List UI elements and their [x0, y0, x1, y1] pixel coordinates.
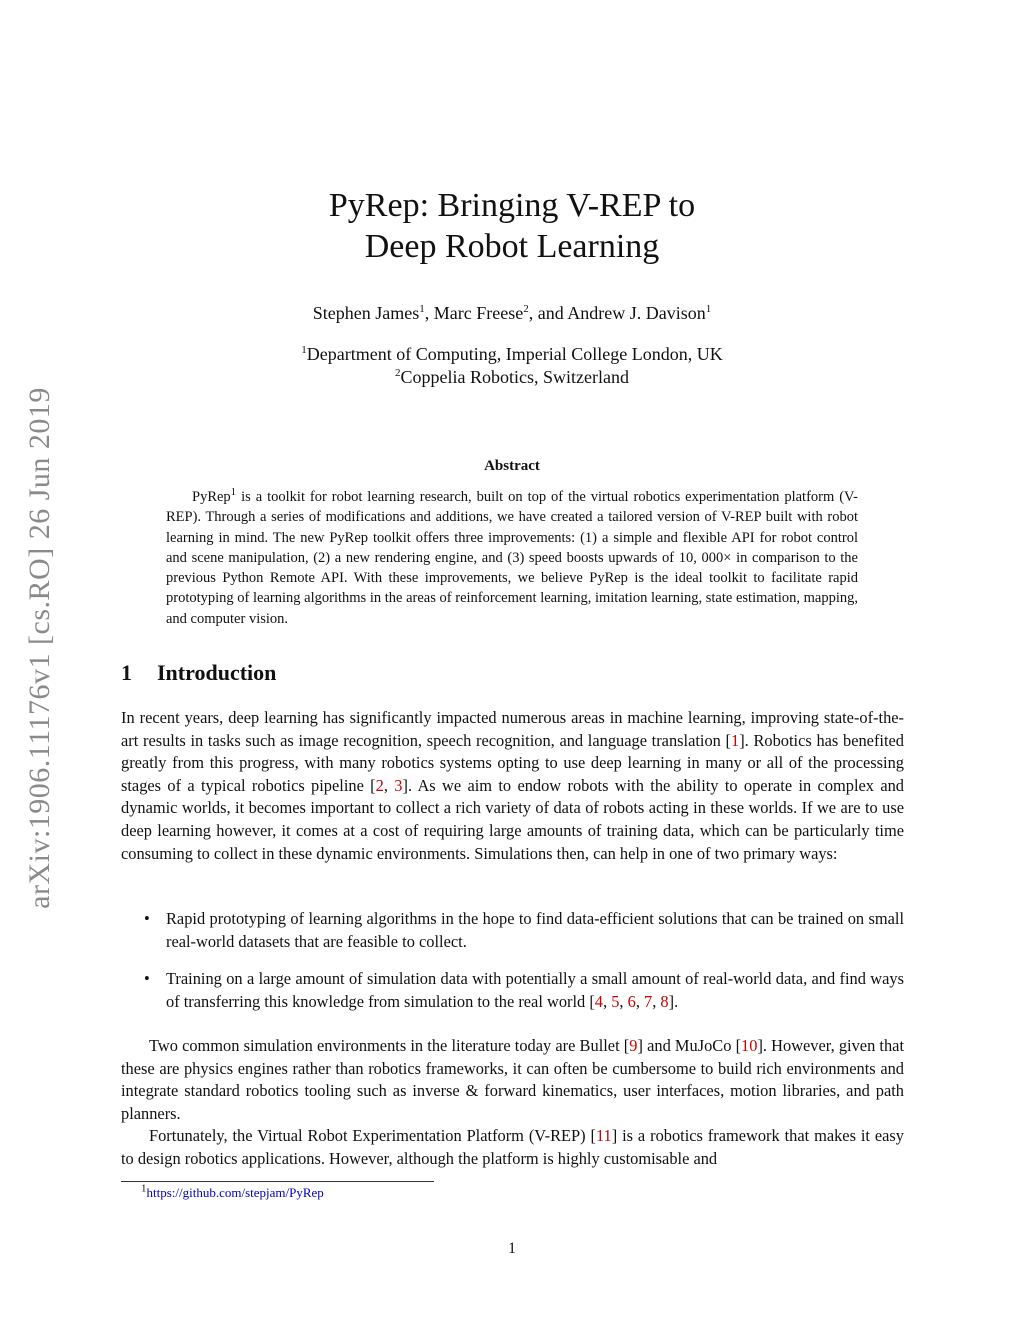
citation-link[interactable]: 2 — [375, 775, 384, 795]
citation-link[interactable]: 10 — [741, 1036, 758, 1055]
section-title: Introduction — [157, 660, 277, 685]
intro-paragraph-1: In recent years, deep learning has significantly impacted numerous areas in machine learning, improving state-of-the-art results in tasks such as image recognition, speech recognition, and language translation [1]. Robotics has benefited greatly from this progress, with many robotics systems opting to use deep learning in many or all of the processing stages of a typical robotics pipeline [2, 3]. As we aim to endow robots with the ability to operate in complex and dynamic worlds, it becomes important to collect a rich variety of data of robots acting in these worlds. If we are to use deep learning however, it comes at a cost of requiring large amounts of training data, which can be particularly time consuming to collect in these dynamic environments. Simulations then, can help in one of two primary ways: — [121, 708, 904, 863]
citation-link[interactable]: 8 — [660, 991, 669, 1011]
arxiv-identifier: arXiv:1906.11176v1 [cs.RO] 26 Jun 2019 — [23, 387, 56, 909]
citation-link[interactable]: 3 — [394, 775, 403, 795]
bullet-icon: • — [144, 909, 150, 928]
footnote-url-link[interactable]: https://github.com/stepjam/PyRep — [146, 1185, 324, 1200]
bullet-list — [121, 908, 904, 1028]
affiliation-line: $^2$Coppelia Robotics, Switzerland — [395, 367, 629, 387]
author-name: Stephen James — [312, 303, 420, 323]
affiliations — [0, 343, 1024, 389]
author-list: Stephen James$^1$, Marc Freese$^2$, and Andrew J. Davison$^1$ — [312, 303, 712, 323]
title-line-2: Deep Robot Learning — [364, 228, 660, 265]
citation-link[interactable]: 6 — [627, 991, 636, 1011]
bullet-icon: • — [144, 969, 150, 989]
abstract-heading: Abstract — [484, 458, 540, 474]
footnote — [141, 1182, 324, 1201]
section-heading — [121, 660, 276, 686]
intro-paragraph-2: Two common simulation environments in the literature today are Bullet [9] and MuJoCo [10]. However, given that these are physics engines rather than robotics frameworks, it can often be cumbersome to build rich environments and integrate standard robotics tooling such as inverse & forward kinematics, user interfaces, motion libraries, and path planners. — [121, 1036, 905, 1123]
author-name: Marc Freese — [433, 303, 524, 323]
citation-link[interactable]: 7 — [644, 991, 653, 1011]
footnote-number: 1 — [141, 1182, 147, 1195]
footnote-divider — [121, 1181, 434, 1182]
citation-link[interactable]: 1 — [731, 730, 740, 750]
citation-link[interactable]: 4 — [594, 991, 603, 1011]
list-item: • Training on a large amount of simulation data with potentially a small amount of real-world data, and find ways of transferring this knowledge from simulation to the real world [4, 5, 6, 7, 8]. — [144, 969, 904, 1011]
author-name: and Andrew J. Davison — [537, 303, 706, 323]
author-affil-mark: 1 — [419, 303, 425, 315]
title-line-1: PyRep: Bringing V-REP to — [328, 187, 696, 224]
affiliation-line: $^1$Department of Computing, Imperial College London, UK — [301, 344, 723, 364]
intro-paragraph-3: Fortunately, the Virtual Robot Experimentation Platform (V-REP) [11] is a robotics framework that makes it easy to design robotics applications. However, although the platform is highly customisable and — [121, 1126, 904, 1168]
author-affil-mark: 1 — [705, 303, 712, 315]
citation-link[interactable]: 9 — [629, 1036, 638, 1055]
page-number: 1 — [508, 1240, 516, 1257]
paper-title — [0, 185, 1024, 267]
abstract-body: PyRep$^1$ is a toolkit for robot learning research, built on top of the virtual robotics experimentation platform (V-REP). Through a series of modifications and additions, we have created a tailored version of V-REP built with robot learning in mind. The new PyRep toolkit offers three improvements: (1) a simple and flexible API for robot control and scene manipulation, (2) a new rendering engine, and (3) speed boosts upwards of 10, 000× in comparison to the previous Python Remote API. With these improvements, we believe PyRep is the ideal toolkit to facilitate rapid prototyping of learning algorithms in the areas of reinforcement learning, imitation learning, state estimation, mapping, and computer vision. — [166, 486, 858, 627]
citation-link[interactable]: 11 — [595, 1126, 612, 1145]
author-affil-mark: 2 — [523, 303, 529, 315]
section-number: 1 — [121, 660, 132, 685]
citation-link[interactable]: 5 — [611, 991, 620, 1011]
list-item: • Rapid prototyping of learning algorithms in the hope to find data-efficient solutions that can be trained on small real-world datasets that are feasible to collect. — [144, 909, 904, 951]
footnote-marker[interactable]: 1 — [230, 486, 237, 499]
